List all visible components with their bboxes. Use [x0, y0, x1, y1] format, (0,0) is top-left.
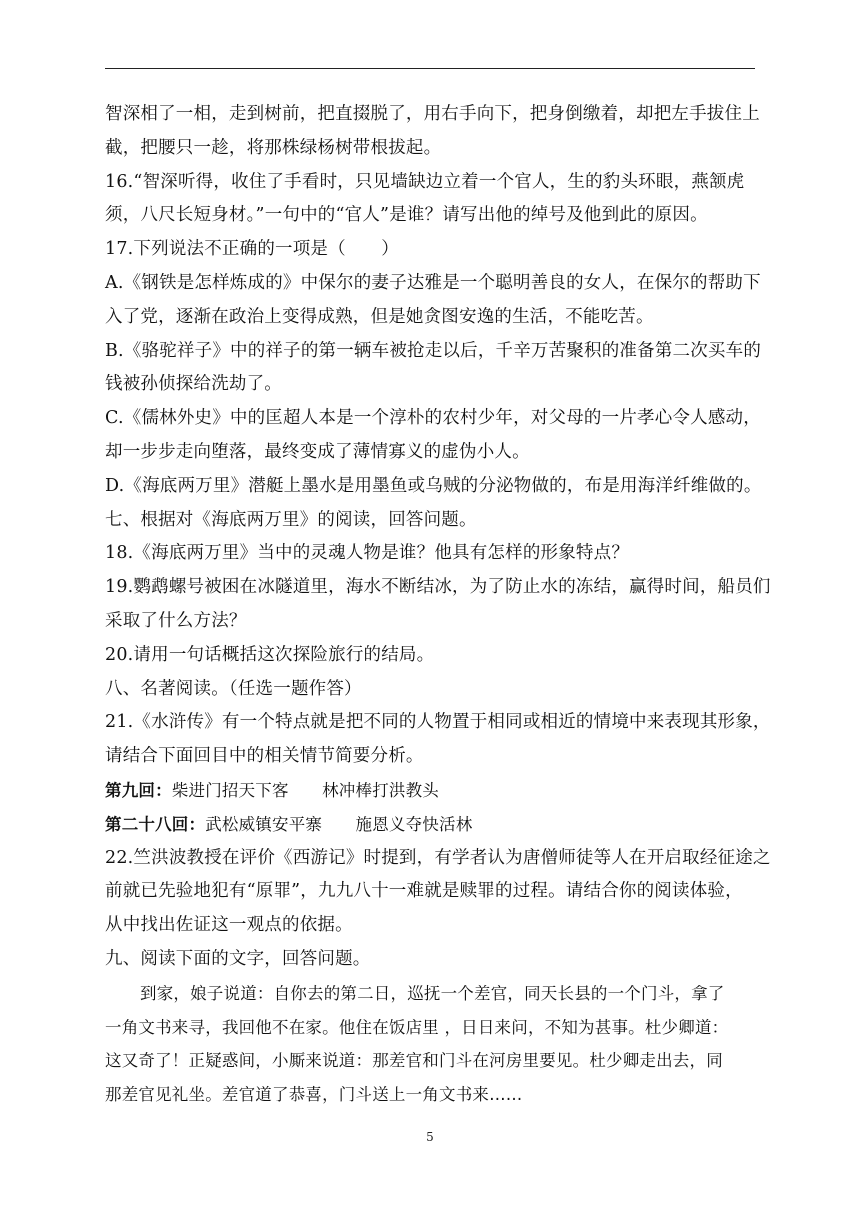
text-line: 却一步步走向堕落，最终变成了薄情寡义的虚伪小人。 — [105, 441, 530, 462]
text-line: 钱被孙侦探给洗劫了。 — [105, 374, 282, 395]
chapter-title — [105, 774, 760, 808]
excerpt-line: 一角文书来寻，我回他不在家。他住在饭店里 ，日日来问，不知为甚事。杜少卿道： — [105, 1017, 729, 1037]
excerpt-line: 那差官见礼坐。差官道了恭喜，门斗送上一角文书来…… — [105, 1085, 523, 1105]
question-16: 16.“智深听得，收住了手看时，只见墙缺边立着一个官人，生的豹头环眼，燕颔虎 — [105, 171, 745, 192]
text-line: 须，八尺长短身材。”一句中的“官人”是谁？请写出他的绰号及他到此的原因。 — [105, 205, 708, 226]
page-number: 5 — [426, 1130, 434, 1144]
text-line: 请结合下面回目中的相关情节简要分析。 — [105, 746, 424, 767]
option-a: A.《钢铁是怎样炼成的》中保尔的妻子达雅是一个聪明善良的女人，在保尔的帮助下 — [105, 272, 761, 293]
question-19: 19.鹦鹉螺号被困在冰隧道里，海水不断结冰，为了防止水的冻结，赢得时间，船员们 — [105, 577, 771, 598]
question-18: 18.《海底两万里》当中的灵魂人物是谁？他具有怎样的形象特点？ — [105, 543, 630, 564]
text-line: 截，把腰只一趁，将那株绿杨树带根拔起。 — [105, 137, 442, 158]
chapter-title — [105, 808, 760, 842]
option-b: B.《骆驼祥子》中的祥子的第一辆车被抢走以后，千辛万苦聚积的准备第二次买车的 — [105, 340, 762, 361]
question-21: 21.《水浒传》有一个特点就是把不同的人物置于相同或相近的情境中来表现其形象， — [105, 712, 771, 733]
text-line: 采取了什么方法？ — [105, 610, 247, 631]
option-c: C.《儒林外史》中的匡超人本是一个淳朴的农村少年，对父母的一片孝心令人感动， — [105, 408, 761, 429]
question-20: 20.请用一句话概括这次探险旅行的结局。 — [105, 644, 435, 665]
text-line: 智深相了一相，走到树前，把直掇脱了，用右手向下，把身倒缴着，却把左手拔住上 — [105, 104, 760, 124]
chapter-label: 第九回： — [105, 780, 172, 800]
option-d: D.《海底两万里》潜艇上墨水是用墨鱼或乌贼的分泌物做的，布是用海洋纤维做的。 — [105, 475, 762, 496]
section-heading-8: 八、名著阅读。（任选一题作答） — [105, 678, 362, 699]
section-heading-7: 七、根据对《海底两万里》的阅读，回答问题。 — [105, 509, 477, 530]
chapter-label: 第二十八回： — [105, 814, 206, 834]
question-22: 22.竺洪波教授在评价《西游记》时提到，有学者认为唐僧师徒等人在开启取经征途之 — [105, 847, 771, 868]
excerpt-line: 到家，娘子说道：自你去的第二日，巡抚一个差官，同天长县的一个门斗，拿了 — [140, 983, 725, 1003]
document-body — [105, 98, 771, 1112]
question-17: 17.下列说法不正确的一项是（ ） — [105, 239, 399, 260]
header-rule — [105, 68, 755, 69]
text-line: 入了党，逐渐在政治上变得成熟，但是她贪图安逸的生活，不能吃苦。 — [105, 306, 654, 327]
section-heading-9: 九、阅读下面的文字，回答问题。 — [105, 948, 371, 969]
text-line: 从中找出佐证这一观点的依据。 — [105, 915, 353, 936]
chapter-text: 柴进门招天下客 林冲棒打洪教头 — [171, 780, 440, 800]
excerpt-line: 这又奇了！正疑惑间，小厮来说道：那差官和门斗在河房里要见。杜少卿走出去，同 — [105, 1051, 723, 1071]
text-line: 前就已先验地犯有“原罪”，九九八十一难就是赎罪的过程。请结合你的阅读体验， — [105, 881, 743, 902]
chapter-text: 武松威镇安平寨 施恩义夺快活林 — [205, 814, 473, 834]
